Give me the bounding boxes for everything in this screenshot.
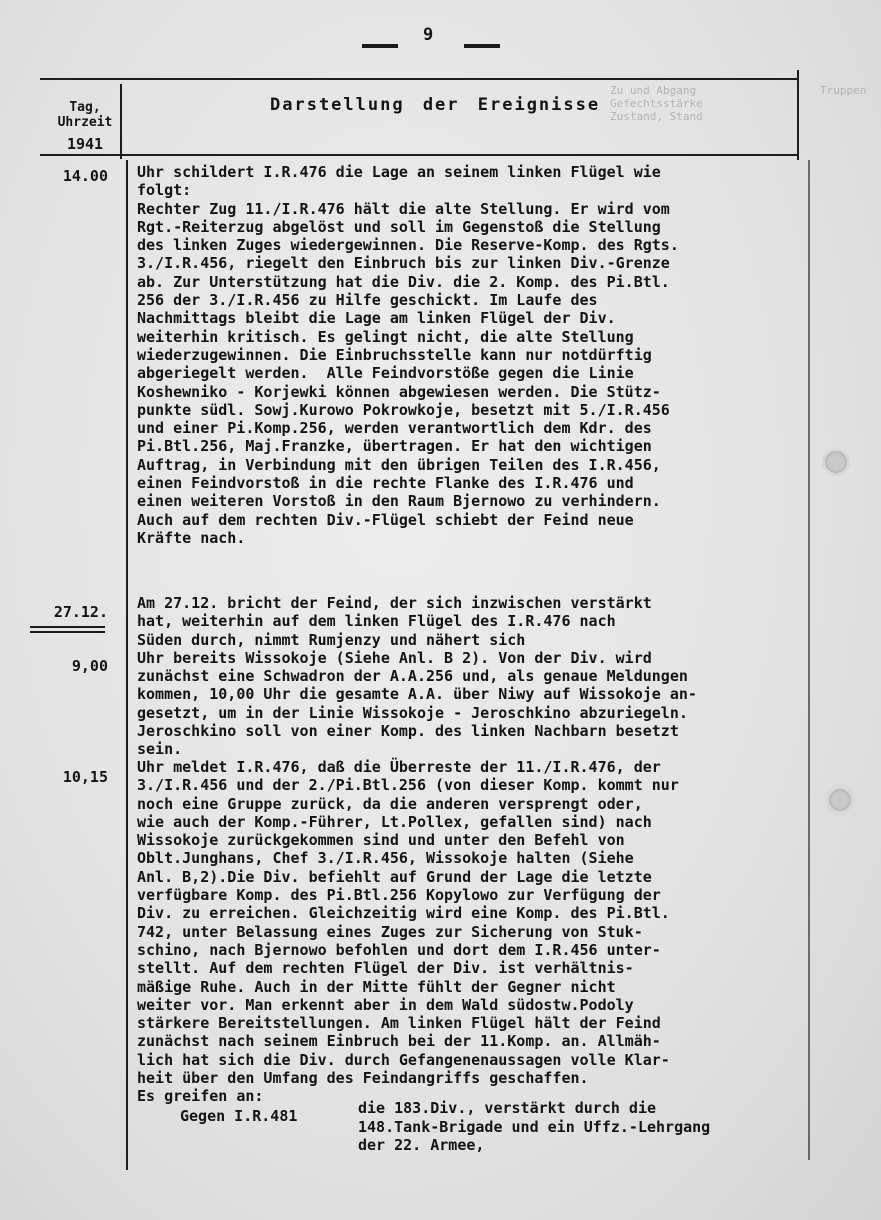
column-title: Darstellung der Ereignisse xyxy=(270,95,601,115)
date-label-line-2: Uhrzeit xyxy=(57,115,113,130)
faint-line-2: Gefechtsstärke xyxy=(610,97,703,110)
faint-line-4: Truppen xyxy=(820,84,867,97)
faint-line-3: Zustand, Stand xyxy=(610,110,703,123)
faint-column-header-2 xyxy=(820,84,875,97)
date-double-underline-bottom xyxy=(30,631,105,633)
page-number xyxy=(360,24,500,54)
entry-text: Uhr meldet I.R.476, daß die Überreste der 11./I.R.476, der 3./I.R.456 und der 2./Pi.Btl.256 (von dieser Komp. kommt nur noch eine Gruppe zurück, da die anderen versprengt oder, wie auch der Komp.-Führer, Lt.Pollex, gefallen sind) nach Wissokoje zurückgekommen sind und unter den Befehl von Oblt.Junghans, Chef 3./I.R.456, Wissokoje halten (Siehe Anl. B,2).Die Div. befiehlt auf Grund der Lage die letzte verfügbare Komp. des Pi.Btl.256 Kopylowo zur Verfügung der Div. zu erreichen. Gleichzeitig wird eine Komp. des Pi.Btl. 742, unter Belassung eines Zuges zur Sicherung von Stuk- schino, nach Bjernowo befohlen und dort dem I.R.456 unter- stellt. Auf dem rechten Flügel der Div. ist verhältnis- mäßige Ruhe. Auch in der Mitte fühlt der Gegner nicht weiter vor. Man erkennt aber in dem Wald südostw.Podoly stärkere Bereitstellungen. Am linken Flügel hält der Feind zunächst nach seinem Einbruch bei der 11.Komp. an. Allmäh- lich hat sich die Div. durch Gefangenenaussagen volle Klar- heit über den Umfang des Feindangriffs geschaffen. Es greifen an: xyxy=(137,758,679,1106)
entry-date: 27.12. xyxy=(53,603,108,621)
attack-forces: die 183.Div., verstärkt durch die 148.Tank-Brigade und ein Uffz.-Lehrgang der 22. Armee, xyxy=(358,1099,711,1154)
date-time-header xyxy=(45,100,125,152)
header-right-border xyxy=(797,70,799,160)
punch-hole xyxy=(822,448,850,476)
entry-time: 9,00 xyxy=(71,657,108,675)
date-label-line-1: Tag, xyxy=(69,100,101,115)
faint-line-1: Zu und Abgang xyxy=(610,84,697,97)
page-number-text: 9 xyxy=(423,25,434,45)
faint-column-header xyxy=(610,84,790,123)
punch-hole xyxy=(826,786,854,814)
entry-time: 10,15 xyxy=(62,768,108,786)
entry-text: Uhr schildert I.R.476 die Lage an seinem linken Flügel wie folgt: Rechter Zug 11./I.R.476 hält die alte Stellung. Er wird vom Rgt.-Reiterzug abgelöst und soll im Gegenstoß die Stellung des linken Zuges wiedergewinnen. Die Reserve-Komp. des Rgts. 3./I.R.456, riegelt den Einbruch bis zur linken Div.-Grenze ab. Zur Unterstützung hat die Div. die 2. Komp. des Pi.Btl. 256 der 3./I.R.456 zu Hilfe geschickt. Im Laufe des Nachmittags bleibt die Lage am linken Flügel der Div. weiterhin kritisch. Es gelingt nicht, die alte Stellung wiederzugewinnen. Die Einbruchsstelle kann nur notdürftig abgeriegelt werden. Alle Feindvorstöße gegen die Linie Koshewniko - Korjewki können abgewiesen werden. Die Stütz- punkte südl. Sowj.Kurowo Pokrowkoje, besetzt mit 5./I.R.456 und einer Pi.Komp.256, werden verantwortlich dem Kdr. des Pi.Btl.256, Maj.Franzke, übertragen. Er hat den wichtigen Auftrag, in Verbindung mit den übrigen Teilen des I.R.456, einen Feindvorstoß in die rechte Flanke des I.R.476 und einen weiteren Vorstoß in den Raum Bjernowo zu verhindern. Auch auf dem rechten Div.-Flügel schiebt der Feind neue Kräfte nach. xyxy=(137,163,679,547)
year-label: 1941 xyxy=(66,135,104,153)
page-number-dash-right xyxy=(464,44,500,48)
entry-text: Am 27.12. bricht der Feind, der sich inzwischen verstärkt hat, weiterhin auf dem linken Flügel des I.R.476 nach Süden durch, nimmt Rumjenzy und nähert sich Uhr bereits Wissokoje (Siehe Anl. B 2). Von der Div. wird zunächst eine Schwadron der A.A.256 und, als genaue Meldungen kommen, 10,00 Uhr die gesamte A.A. über Niwy auf Wissokoje an- gesetzt, um in der Linie Wissokoje - Jeroschkino abzuriegeln. Jeroschkino soll von einer Komp. des linken Nachbarn besetzt sein. xyxy=(137,594,697,759)
date-double-underline-top xyxy=(30,626,105,628)
page-number-dash-left xyxy=(362,44,398,48)
table-top-border xyxy=(40,78,798,80)
date-column-divider xyxy=(126,160,128,1170)
header-bottom-border xyxy=(40,154,798,156)
entry-time: 14.00 xyxy=(62,167,108,185)
attack-target: Gegen I.R.481 xyxy=(180,1107,298,1125)
